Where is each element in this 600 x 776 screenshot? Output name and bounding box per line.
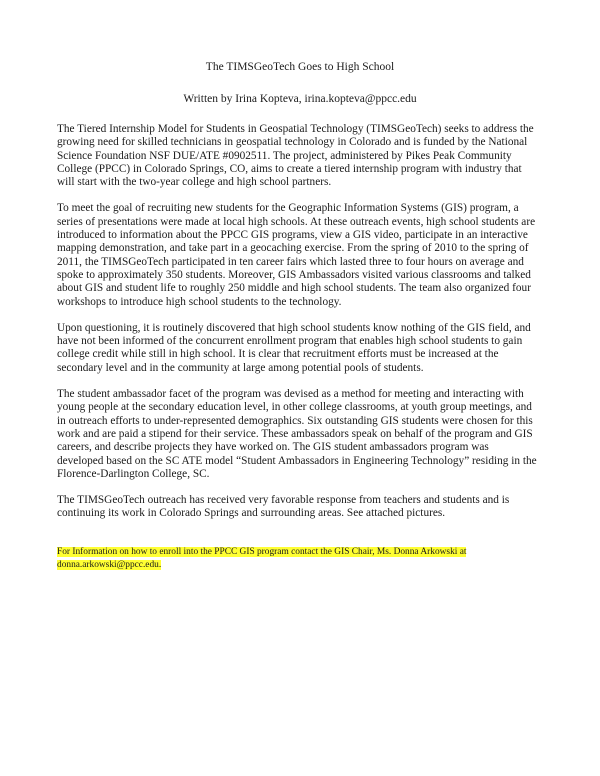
- notice-email[interactable]: donna.arkowski@ppcc.edu.: [57, 560, 162, 571]
- notice-line-1: For Information on how to enroll into the PPCC GIS program contact the GIS Chair, Ms. Donna Arkowski at: [57, 547, 467, 557]
- document-title: The TIMSGeoTech Goes to High School: [205, 61, 395, 73]
- paragraph-outreach-response: The TIMSGeoTech outreach has received very favorable response from teachers and students and is continuing its work in Colorado Springs and surrounding areas. See attached pictures.: [57, 494, 510, 520]
- author-byline: Written by Irina Kopteva, irina.kopteva@ppcc.edu: [183, 93, 417, 105]
- paragraph-recruiting: To meet the goal of recruiting new students for the Geographic Information Systems (GIS) program, a series of presentations were made at local high schools. At these outreach events, high school students are introduced to information about the PPCC GIS programs, view a GIS video, participate in an interactive mapping demonstration, and take part in a geocaching exercise. From the spring of 2010 to the spring of 2011, the TIMSGeoTech participated in ten career fairs which lasted three to four hours on average and spoke to approximately 350 students. Moreover, GIS Ambassadors visited various classrooms and talked about GIS and student life to roughly 250 middle and high school students. The team also organized four workshops to introduce high school students to the technology.: [57, 202, 536, 308]
- paragraph-ambassadors: The student ambassador facet of the program was devised as a method for meeting and interacting with young people at the secondary education level, in other college classrooms, at youth group meetings, and in outreach efforts to under-represented demographics. Six outstanding GIS students were chosen for this work and are paid a stipend for their service. These ambassadors speak on behalf of the program and GIS careers, and describe projects they have worked on. The GIS student ambassadors program was developed based on the SC ATE model “Student Ambassadors in Engineering Technology” residing in the Florence-Darlington College, SC.: [57, 388, 537, 480]
- document-body: [57, 123, 537, 534]
- enrollment-notice: [57, 546, 537, 572]
- paragraph-upon-questioning: Upon questioning, it is routinely discovered that high school students know nothing of the GIS field, and have not been informed of the concurrent enrollment program that enables high school students to gain college credit while still in high school. It is clear that recruitment efforts must be increased at the secondary level and in the community at large among potential pools of students.: [57, 321, 531, 374]
- paragraph-intro: The Tiered Internship Model for Students in Geospatial Technology (TIMSGeoTech) seeks to address the growing need for skilled technicians in geospatial technology in Colorado and is funded by the National Science Foundation NSF DUE/ATE #0902511. The project, administered by Pikes Peak Community College (PPCC) in Colorado Springs, CO, aims to create a tiered internship program with industry that will start with the two-year college and high school partners.: [57, 123, 534, 189]
